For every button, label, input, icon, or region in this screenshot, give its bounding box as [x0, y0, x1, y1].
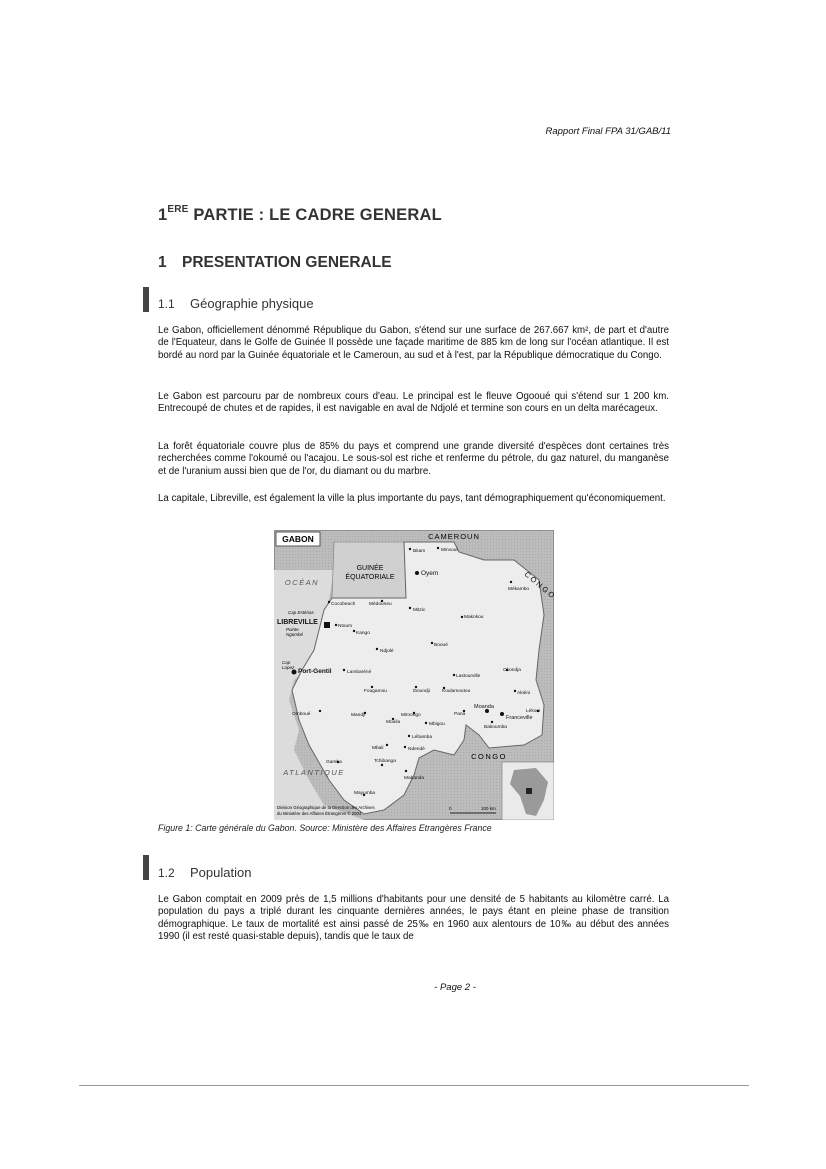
subsection-heading-geography	[158, 296, 314, 311]
city-ntoum: Ntoum	[338, 624, 353, 629]
city-akieni: Akiéni	[517, 691, 531, 696]
country-label-congo-ne: CONGO	[522, 569, 554, 602]
gabon-locator	[526, 788, 532, 794]
country-label-cameroun: CAMEROUN	[428, 532, 480, 541]
part-number: 1	[158, 206, 168, 224]
figure-caption: Figure 1: Carte générale du Gabon. Source: Ministère des Affaires Etrangères France	[158, 823, 492, 833]
city-mouila: Mouila	[386, 720, 401, 725]
paragraph: Le Gabon est parcouru par de nombreux cours d'eau. Le principal est le fleuve Ogooué qui s'étend sur 1 200 km. Entrecoupé de chutes et de rapides, il est navigable en aval de Ndjolé et termine son cours en un delta marécageux.	[158, 391, 669, 415]
city-minvoul: Minvoul	[441, 548, 458, 553]
atlantic-label: ATLANTIQUE	[283, 768, 345, 777]
cap-lopez-label-2: Lopez	[282, 665, 295, 670]
city-tchibanga: Tchibanga	[374, 759, 396, 764]
country-label-congo-s: CONGO	[471, 752, 507, 761]
city-franceville: Franceville	[506, 715, 533, 721]
part-superscript: ERE	[167, 204, 189, 215]
map-credit-1: Division Géographique de la Direction des Archives	[277, 805, 375, 810]
heading-marker-bar	[143, 287, 149, 312]
part-title-text: PARTIE : LE CADRE GENERAL	[188, 206, 442, 224]
section-heading	[158, 254, 392, 272]
paragraph: Le Gabon, officiellement dénommé République du Gabon, s'étend sur une surface de 267.667 km², de part et d'autre de l'Equateur, dans le Golfe de Guinée Il possède une façade maritime de 885 km de long sur l'océan atlantique. Il est bordé au nord par la Guinée équatoriale et le Cameroun, au sud et à l'est, par la République démocratique du Congo.	[158, 325, 669, 361]
city-mandji: Mandji	[351, 713, 366, 718]
city-omboue: Omboué	[292, 712, 311, 717]
city-libreville: LIBREVILLE	[277, 619, 318, 626]
paragraph: La forêt équatoriale couvre plus de 85% du pays et comprend une grande diversité d'espèces dont certaines très recherchées comme l'okoumé ou l'acajou. Le sous-sol est riche et renferme du pétrole, du gaz naturel, du manganèse et de l'uranium aussi bien que de l'or, du diamant ou du marbre.	[158, 441, 669, 477]
footer-rule	[79, 1085, 749, 1086]
city-koulamoutou: Koulamoutou	[442, 689, 471, 694]
pointe-label-2: Ngombé	[286, 632, 304, 637]
city-mabanda: Mabanda	[404, 776, 425, 781]
gabon-map-figure	[274, 530, 554, 825]
city-mekambo: Mékambo	[508, 587, 530, 592]
city-medouneu: Médouneu	[369, 602, 392, 607]
paragraph: La capitale, Libreville, est également la ville la plus importante du pays, tant démographiquement qu'économiquement.	[158, 493, 666, 504]
city-mitzic: Mitzic	[413, 608, 426, 613]
city-bakoumba: Bakoumba	[484, 725, 507, 730]
map-credit-2: du Ministère des Affaires Étrangères © 2004	[277, 811, 362, 816]
subsection-title: Géographie physique	[190, 296, 314, 311]
city-ndjole: Ndjolé	[380, 649, 394, 654]
subsection-number: 1.2	[158, 866, 175, 880]
city-lambarene: Lambaréné	[347, 670, 372, 675]
city-kango: Kango	[356, 631, 370, 636]
city-lebamba: Lébamba	[412, 735, 433, 740]
city-mbali: Mbali	[372, 746, 384, 751]
report-reference: Rapport Final FPA 31/GAB/11	[545, 126, 671, 137]
city-lekoni: Lékoni	[526, 709, 541, 714]
city-iboundji: Iboundji	[413, 689, 430, 694]
city-oyem: Oyem	[421, 570, 439, 577]
section-number: 1	[158, 254, 167, 271]
city-fougamou: Fougamou	[364, 689, 387, 694]
ocean-label: OCÉAN	[284, 578, 320, 587]
paragraph: Le Gabon comptait en 2009 près de 1,5 millions d'habitants pour une densité de 5 habitants au kilomètre carré. La population du pays a triplé durant les cinquante dernières années, le pays étant en pleine phase de transition démographique. Le taux de mortalité est ainsi passé de 25‰ en 1960 aux alentours de 10‰ au début des années 1990 (il est resté quasi-stable depuis), tandis que le taux de	[158, 894, 669, 943]
gabon-map	[274, 530, 554, 820]
city-moanda: Moanda	[474, 704, 494, 710]
part-title	[158, 204, 442, 225]
cap-esterias-label: Cap Estérias	[288, 610, 314, 615]
city-mimongo: Mimongo	[401, 713, 421, 718]
city-booue: Booué	[434, 643, 448, 648]
city-port-gentil: Port-Gentil	[298, 668, 332, 675]
city-cocobeach: Cocobeach	[331, 602, 356, 607]
city-lastourville: Lastourville	[456, 674, 481, 679]
page-number: - Page 2 -	[434, 982, 476, 993]
subsection-heading-population	[158, 865, 251, 880]
pointe-label: Pointe	[286, 627, 299, 632]
subsection-title: Population	[190, 865, 252, 880]
section-title: PRESENTATION GENERALE	[182, 254, 392, 271]
city-okondja: Okondja	[503, 668, 521, 673]
scale-100km: 100 km	[481, 806, 496, 811]
city-mbigou: Mbigou	[429, 722, 445, 727]
heading-marker-bar	[143, 855, 149, 880]
map-title: GABON	[282, 534, 314, 544]
city-ndende: Ndendé	[408, 747, 425, 752]
city-makokou: Makokou	[464, 615, 484, 620]
cap-lopez-label: Cap	[282, 660, 291, 665]
city-pana: Pana	[454, 712, 466, 717]
country-label-guinee: GUINÉE	[356, 565, 384, 572]
city-gamba: Gamba	[326, 760, 342, 765]
city-bitam: Bitam	[413, 549, 426, 554]
country-label-guinee-2: ÉQUATORIALE	[345, 574, 395, 581]
scale-zero: 0	[449, 806, 452, 811]
subsection-number: 1.1	[158, 297, 175, 311]
city-mayumba: Mayumba	[354, 791, 376, 796]
